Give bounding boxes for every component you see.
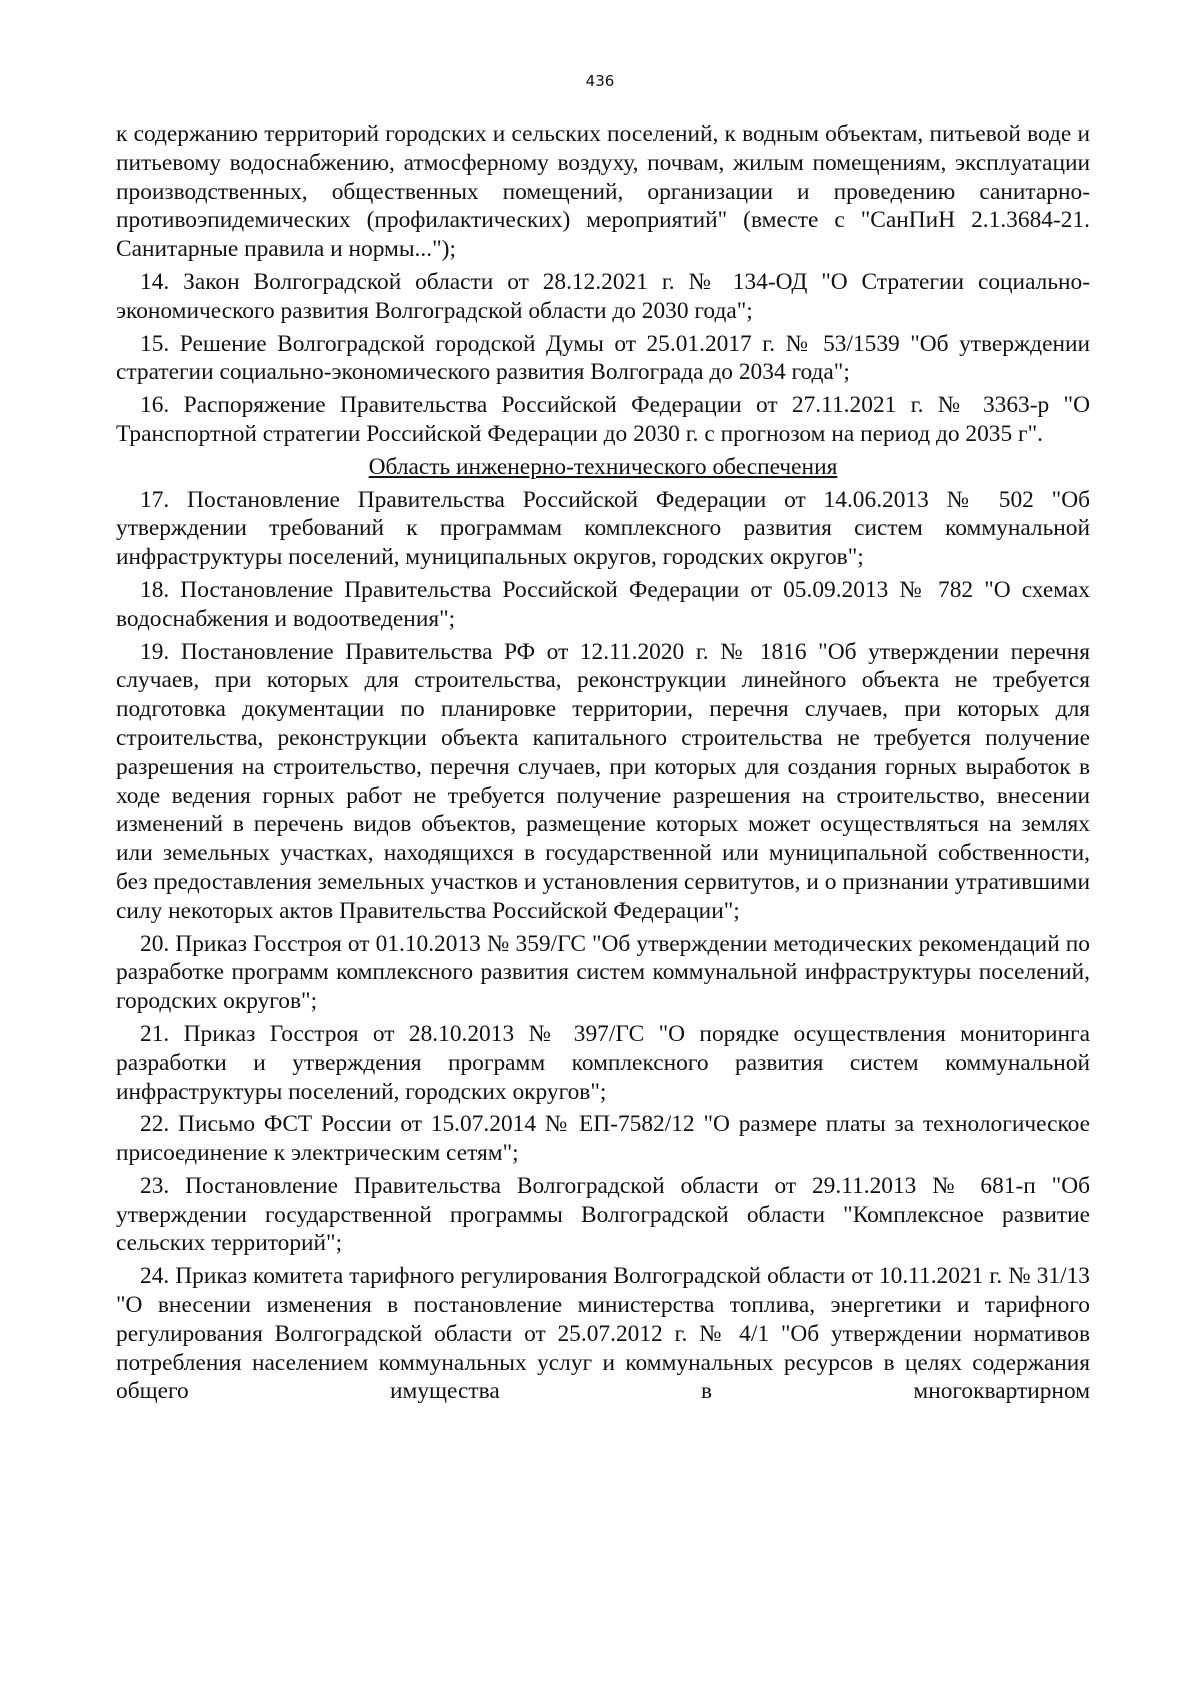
- document-body: [116, 120, 1090, 1406]
- list-item-21: 21. Приказ Госстроя от 28.10.2013 № 397/ГС "О порядке осуществления мониторинга разработки и утверждения программ комплексного развития систем коммунальной инфраструктуры поселений, городских округов";: [116, 1020, 1090, 1105]
- intro-paragraph: к содержанию территорий городских и сельских поселений, к водным объектам, питьевой воде и питьевому водоснабжению, атмосферному воздуху, почвам, жилым помещениям, эксплуатации производственных, общественных помещений, организации и проведению санитарно-противоэпидемических (профилактических) мероприятий" (вместе с "СанПиН 2.1.3684-21. Санитарные правила и нормы...");: [116, 121, 1090, 263]
- page-number: 436: [585, 72, 615, 90]
- list-item-15: 15. Решение Волгоградской городской Думы от 25.01.2017 г. № 53/1539 "Об утверждении стратегии социально-экономического развития Волгограда до 2034 года";: [116, 330, 1090, 386]
- list-item-16: 16. Распоряжение Правительства Российской Федерации от 27.11.2021 г. № 3363-р "О Транспортной стратегии Российской Федерации до 2030 г. с прогнозом на период до 2035 г".: [116, 392, 1090, 447]
- section-heading: Область инженерно-технического обеспечения: [368, 453, 838, 480]
- list-item-19: 19. Постановление Правительства РФ от 12.11.2020 г. № 1816 "Об утверждении перечня случаев, при которых для строительства, реконструкции линейного объекта не требуется подготовка документации по планировке территории, перечня случаев, при которых для строительства, реконструкции объекта капитального строительства не требуется получение разрешения на строительство, перечня случаев, при которых для создания горных выработок в ходе ведения горных работ не требуется получение разрешения на строительство, внесении изменений в перечень видов объектов, размещение которых может осуществляться на землях или земельных участках, находящихся в государственной или муниципальной собственности, без предоставления земельных участков и установления сервитутов, и о признании утратившими силу некоторых актов Правительства Российской Федерации";: [116, 638, 1090, 924]
- list-item-18: 18. Постановление Правительства Российской Федерации от 05.09.2013 № 782 "О схемах водоснабжения и водоотведения";: [116, 576, 1090, 632]
- list-item-23: 23. Постановление Правительства Волгоградской области от 29.11.2013 № 681-п "Об утверждении государственной программы Волгоградской области "Комплексное развитие сельских территорий";: [116, 1172, 1090, 1257]
- list-item-22: 22. Письмо ФСТ России от 15.07.2014 № ЕП-7582/12 "О размере платы за технологическое присоединение к электрическим сетям";: [116, 1111, 1090, 1167]
- list-item-17: 17. Постановление Правительства Российской Федерации от 14.06.2013 № 502 "Об утверждении требований к программам комплексного развития систем коммунальной инфраструктуры поселений, муниципальных округов, городских округов";: [116, 486, 1090, 571]
- list-item-20: 20. Приказ Госстроя от 01.10.2013 № 359/ГС "Об утверждении методических рекомендаций по разработке программ комплексного развития систем коммунальной инфраструктуры поселений, городских округов";: [116, 930, 1090, 1015]
- list-item-14: 14. Закон Волгоградской области от 28.12.2021 г. № 134-ОД "О Стратегии социально-экономического развития Волгоградской области до 2030 года";: [116, 268, 1090, 324]
- list-item-24: 24. Приказ комитета тарифного регулирования Волгоградской области от 10.11.2021 г. № 31/13 "О внесении изменения в постановление министерства топлива, энергетики и тарифного регулирования Волгоградской области от 25.07.2012 г. № 4/1 "Об утверждении нормативов потребления населением коммунальных услуг и коммунальных ресурсов в целях содержания общего имущества в многоквартирном: [116, 1263, 1090, 1405]
